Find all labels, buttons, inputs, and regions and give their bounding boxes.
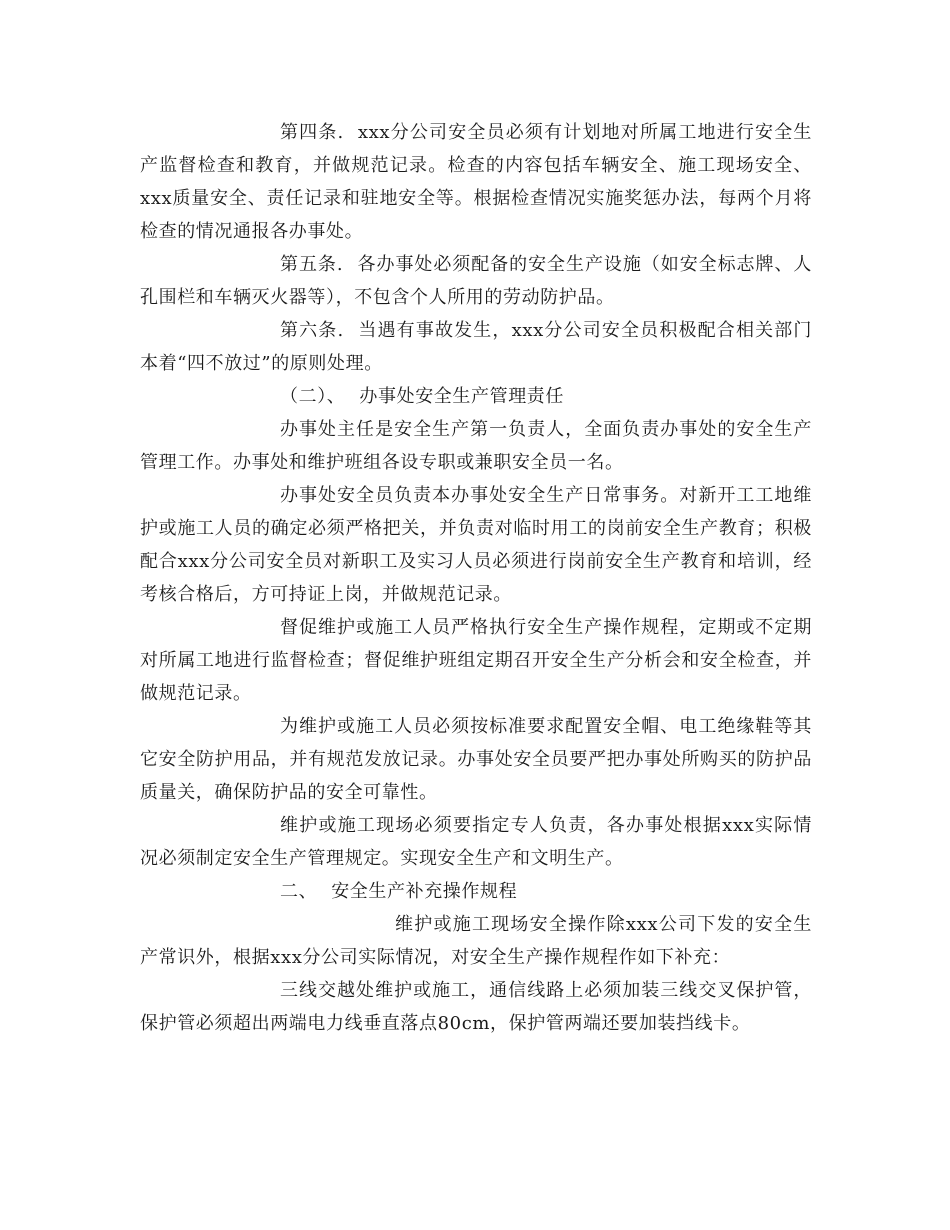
article-4-paragraph	[140, 116, 812, 248]
section-heading-number: 二、	[280, 881, 318, 902]
body-paragraph: 办事处主任是安全生产第一负责人，全面负责办事处的安全生产管理工作。办事处和维护班组各设专职或兼职安全员一名。	[140, 419, 812, 473]
article-4-text: xxx分公司安全员必须有计划地对所属工地进行安全生产监督检查和教育，并做规范记录。检查的内容包括车辆安全、施工现场安全、xxx质量安全、责任记录和驻地安全等。根据检查情况实施奖惩办法，每两个月将检查的情况通报各办事处。	[140, 122, 813, 242]
document-body	[140, 116, 812, 1040]
article-6-number: 第六条.	[280, 320, 344, 341]
article-5-paragraph	[140, 248, 812, 314]
article-6-text: 当遇有事故发生，xxx分公司安全员积极配合相关部门本着“四不放过”的原则处理。	[140, 320, 813, 374]
article-4-number: 第四条.	[280, 122, 344, 143]
body-paragraph: 督促维护或施工人员严格执行安全生产操作规程，定期或不定期对所属工地进行监督检查；督促维护班组定期召开安全生产分析会和安全检查，并做规范记录。	[140, 617, 812, 704]
body-paragraph: 维护或施工现场必须要指定专人负责，各办事处根据xxx实际情况必须制定安全生产管理规定。实现安全生产和文明生产。	[140, 815, 812, 869]
body-paragraph: 为维护或施工人员必须按标准要求配置安全帽、电工绝缘鞋等其它安全防护用品，并有规范发放记录。办事处安全员要严把办事处所购买的防护品质量关，确保防护品的安全可靠性。	[140, 716, 812, 803]
section-heading-operating-rules	[140, 875, 812, 908]
body-paragraph: 维护或施工现场安全操作除xxx公司下发的安全生产常识外，根据xxx分公司实际情况，对安全生产操作规程作如下补充：	[140, 914, 812, 968]
section-heading-office-responsibility	[140, 380, 812, 413]
section-heading-title: 办事处安全生产管理责任	[359, 386, 565, 407]
article-6-paragraph	[140, 314, 812, 380]
article-5-text: 各办事处必须配备的安全生产设施（如安全标志牌、人孔围栏和车辆灭火器等），不包含个人所用的劳动防护品。	[140, 254, 813, 308]
section-heading-title: 安全生产补充操作规程	[331, 881, 518, 902]
article-5-number: 第五条.	[280, 254, 344, 275]
body-paragraph: 办事处安全员负责本办事处安全生产日常事务。对新开工工地维护或施工人员的确定必须严格把关，并负责对临时用工的岗前安全生产教育；积极配合xxx分公司安全员对新职工及实习人员必须进行岗前安全生产教育和培训，经考核合格后，方可持证上岗，并做规范记录。	[140, 485, 812, 605]
section-heading-number: （二）、	[280, 386, 346, 407]
body-paragraph: 三线交越处维护或施工，通信线路上必须加装三线交叉保护管，保护管必须超出两端电力线垂直落点80cm，保护管两端还要加装挡线卡。	[140, 980, 812, 1034]
